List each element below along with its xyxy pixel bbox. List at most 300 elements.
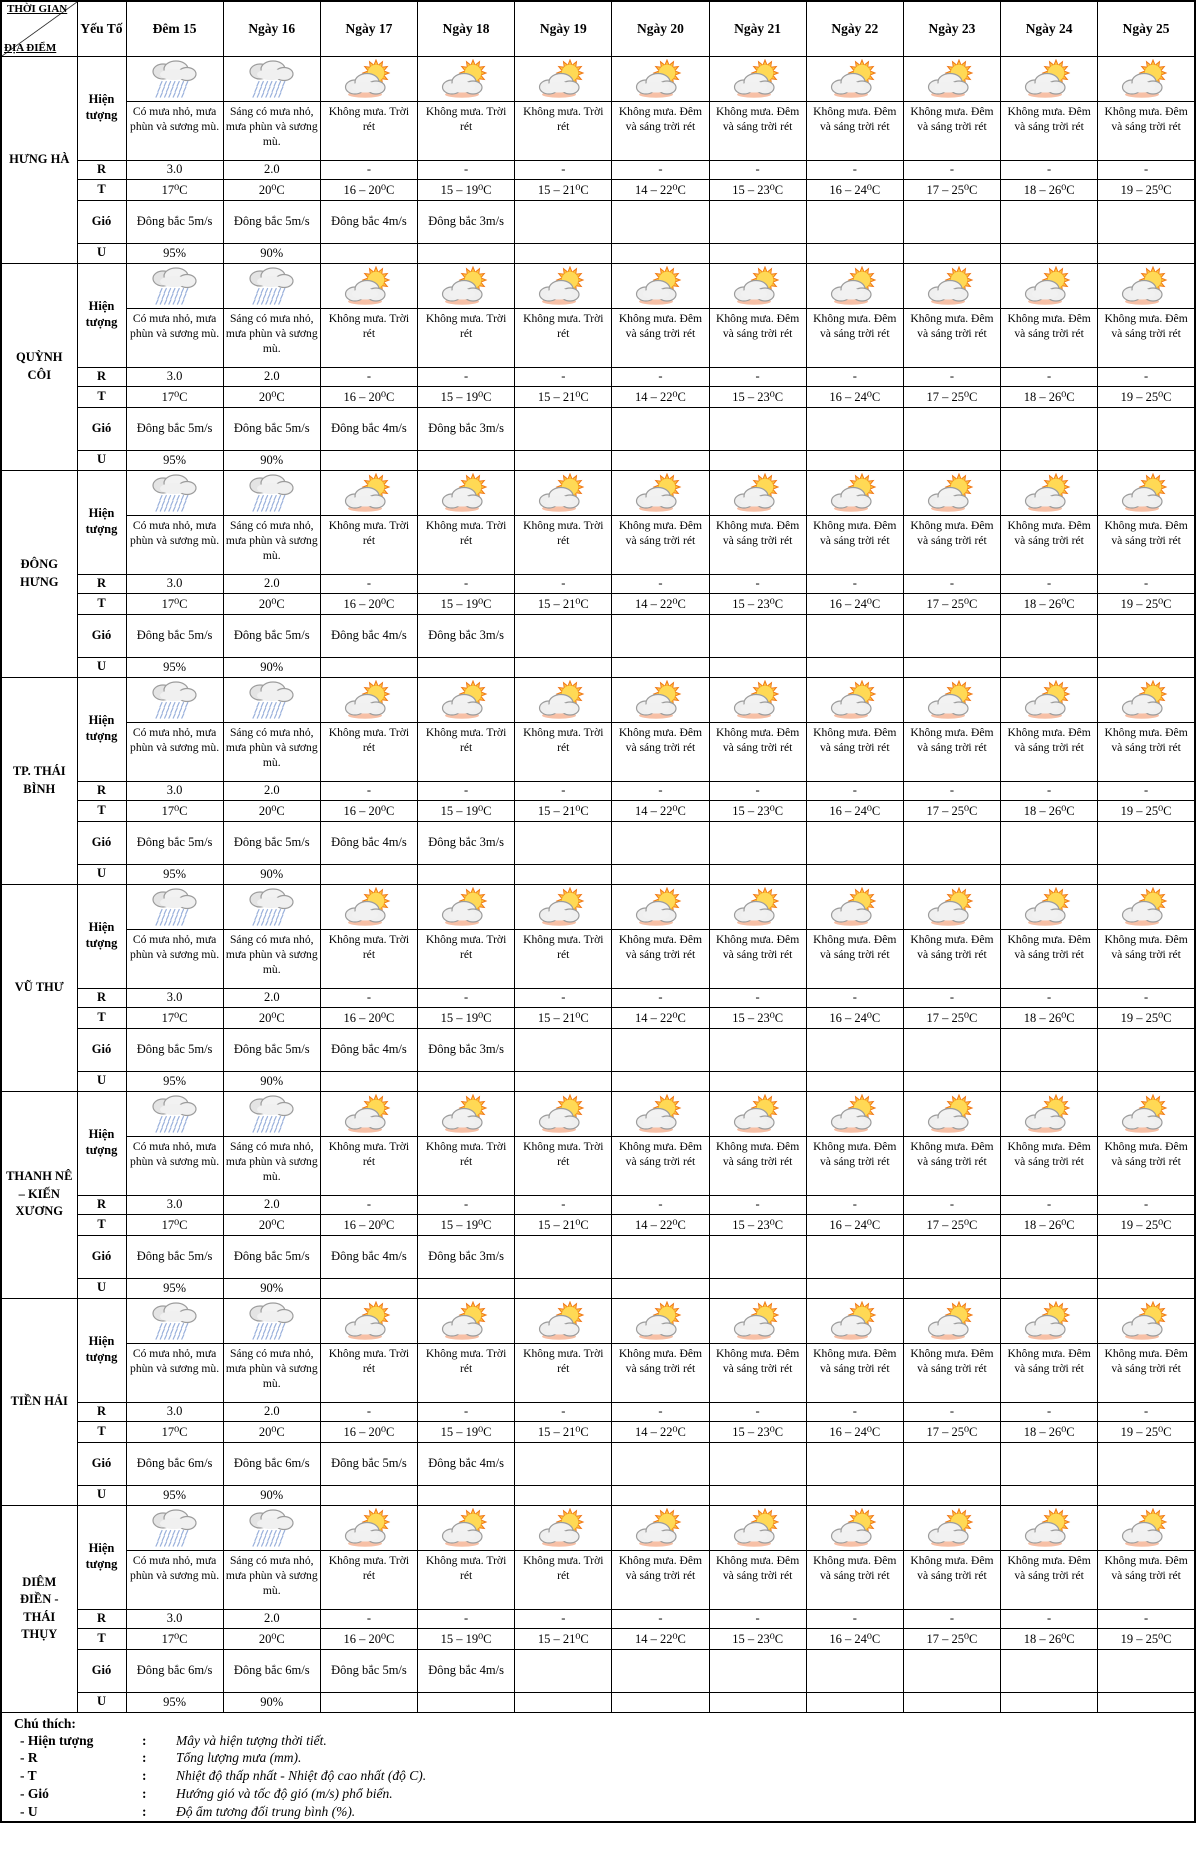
temperature-cell: 15 – 23⁰C xyxy=(709,800,806,821)
wind-cell xyxy=(612,821,709,864)
weather-icon-cell xyxy=(612,470,709,515)
rain-amount-cell: - xyxy=(1098,988,1195,1007)
weather-icon-cell xyxy=(223,56,320,101)
temperature-cell: 20⁰C xyxy=(223,1214,320,1235)
row-label-humidity: U xyxy=(77,243,126,263)
rain-cloud-icon xyxy=(149,266,201,307)
temperature-cell: 14 – 22⁰C xyxy=(612,1421,709,1442)
temperature-cell: 18 – 26⁰C xyxy=(1001,179,1098,200)
temperature-cell: 16 – 24⁰C xyxy=(806,1007,903,1028)
phenomenon-text: Sáng có mưa nhỏ, mưa phùn và sương mù. xyxy=(223,308,320,367)
row-label-wind: Gió xyxy=(77,821,126,864)
wind-cell: Đông bắc 5m/s xyxy=(126,200,223,243)
rain-amount-cell: - xyxy=(418,1609,515,1628)
humidity-cell xyxy=(320,1692,417,1712)
temperature-cell: 15 – 19⁰C xyxy=(418,179,515,200)
rain-amount-cell: - xyxy=(320,1609,417,1628)
legend-title: Chú thích: xyxy=(14,1715,76,1731)
humidity-cell xyxy=(903,1692,1000,1712)
phenomenon-text: Có mưa nhỏ, mưa phùn và sương mù. xyxy=(126,722,223,781)
wind-cell xyxy=(903,1649,1000,1692)
temperature-cell: 17⁰C xyxy=(126,386,223,407)
rain-amount-cell: - xyxy=(1001,1402,1098,1421)
row-label-wind: Gió xyxy=(77,614,126,657)
temperature-cell: 14 – 22⁰C xyxy=(612,800,709,821)
temperature-cell: 14 – 22⁰C xyxy=(612,1628,709,1649)
day-header: Ngày 22 xyxy=(806,1,903,56)
weather-icon-cell xyxy=(320,56,417,101)
humidity-cell xyxy=(612,243,709,263)
legend-item-colon: : xyxy=(142,1732,147,1748)
day-header: Đêm 15 xyxy=(126,1,223,56)
temperature-cell: 15 – 19⁰C xyxy=(418,800,515,821)
sun-behind-cloud-icon xyxy=(537,59,589,99)
sun-behind-cloud-icon xyxy=(829,1508,881,1548)
wind-cell xyxy=(1001,614,1098,657)
row-label-humidity: U xyxy=(77,1071,126,1091)
humidity-cell xyxy=(709,1692,806,1712)
rain-amount-cell: - xyxy=(418,160,515,179)
temperature-cell: 15 – 23⁰C xyxy=(709,1214,806,1235)
humidity-cell xyxy=(903,1278,1000,1298)
weather-icon-cell xyxy=(320,884,417,929)
rain-amount-cell: - xyxy=(320,781,417,800)
wind-cell xyxy=(1001,200,1098,243)
temperature-cell: 17 – 25⁰C xyxy=(903,1628,1000,1649)
rain-amount-cell: - xyxy=(806,1195,903,1214)
humidity-cell: 95% xyxy=(126,657,223,677)
phenomenon-text: Không mưa. Trời rét xyxy=(320,1343,417,1402)
temperature-cell: 14 – 22⁰C xyxy=(612,593,709,614)
wind-cell xyxy=(806,407,903,450)
rain-amount-cell: - xyxy=(612,1195,709,1214)
rain-amount-cell: - xyxy=(1001,1195,1098,1214)
humidity-cell xyxy=(515,1692,612,1712)
weather-icon-cell xyxy=(903,1505,1000,1550)
temperature-cell: 18 – 26⁰C xyxy=(1001,1007,1098,1028)
legend-item-colon: : xyxy=(142,1785,147,1801)
rain-cloud-icon xyxy=(149,59,201,100)
humidity-cell xyxy=(612,450,709,470)
phenomenon-text: Không mưa. Đêm và sáng trời rét xyxy=(903,101,1000,160)
temperature-cell: 20⁰C xyxy=(223,1007,320,1028)
sun-behind-cloud-icon xyxy=(537,473,589,513)
row-label-temperature: T xyxy=(77,1628,126,1649)
humidity-cell: 95% xyxy=(126,1485,223,1505)
weather-icon-cell xyxy=(418,56,515,101)
temperature-cell: 18 – 26⁰C xyxy=(1001,1421,1098,1442)
temperature-cell: 17⁰C xyxy=(126,800,223,821)
wind-cell xyxy=(612,407,709,450)
phenomenon-text: Không mưa. Trời rét xyxy=(418,929,515,988)
sun-behind-cloud-icon xyxy=(537,266,589,306)
weather-icon-cell xyxy=(223,1091,320,1136)
sun-behind-cloud-icon xyxy=(1023,473,1075,513)
temperature-cell: 15 – 19⁰C xyxy=(418,1007,515,1028)
wind-cell xyxy=(903,1442,1000,1485)
wind-cell: Đông bắc 5m/s xyxy=(126,1235,223,1278)
phenomenon-text: Không mưa. Đêm và sáng trời rét xyxy=(1001,1136,1098,1195)
row-label-phenomenon: Hiện tượng xyxy=(77,56,126,160)
humidity-cell xyxy=(1001,450,1098,470)
rain-amount-cell: - xyxy=(515,988,612,1007)
temperature-cell: 17 – 25⁰C xyxy=(903,1007,1000,1028)
weather-icon-cell xyxy=(418,470,515,515)
location-name: QUỲNH CÔI xyxy=(1,263,77,470)
location-name: HƯNG HÀ xyxy=(1,56,77,263)
rain-amount-cell: - xyxy=(515,574,612,593)
phenomenon-text: Có mưa nhỏ, mưa phùn và sương mù. xyxy=(126,101,223,160)
rain-cloud-icon xyxy=(246,1094,298,1135)
weather-icon-cell xyxy=(418,1505,515,1550)
row-label-phenomenon: Hiện tượng xyxy=(77,1298,126,1402)
rain-amount-cell: 3.0 xyxy=(126,367,223,386)
temperature-cell: 17 – 25⁰C xyxy=(903,1421,1000,1442)
rain-amount-cell: - xyxy=(1001,781,1098,800)
wind-cell xyxy=(1098,821,1195,864)
phenomenon-text: Có mưa nhỏ, mưa phùn và sương mù. xyxy=(126,308,223,367)
temperature-cell: 19 – 25⁰C xyxy=(1098,1214,1195,1235)
rain-amount-cell: - xyxy=(1098,1195,1195,1214)
humidity-cell: 95% xyxy=(126,243,223,263)
wind-cell xyxy=(709,1235,806,1278)
weather-icon-cell xyxy=(223,470,320,515)
weather-icon-cell xyxy=(1098,1091,1195,1136)
weather-icon-cell xyxy=(806,1505,903,1550)
day-header: Ngày 19 xyxy=(515,1,612,56)
rain-amount-cell: - xyxy=(806,1402,903,1421)
phenomenon-text: Có mưa nhỏ, mưa phùn và sương mù. xyxy=(126,1550,223,1609)
temperature-cell: 16 – 20⁰C xyxy=(320,593,417,614)
phenomenon-text: Không mưa. Đêm và sáng trời rét xyxy=(806,722,903,781)
time-axis-label: THỜI GIAN xyxy=(7,3,68,15)
sun-behind-cloud-icon xyxy=(926,59,978,99)
weather-icon-cell xyxy=(126,677,223,722)
rain-amount-cell: - xyxy=(612,1402,709,1421)
humidity-cell xyxy=(709,1485,806,1505)
weather-icon-cell xyxy=(1001,677,1098,722)
phenomenon-text: Có mưa nhỏ, mưa phùn và sương mù. xyxy=(126,1136,223,1195)
temperature-cell: 16 – 20⁰C xyxy=(320,1628,417,1649)
phenomenon-text: Không mưa. Đêm và sáng trời rét xyxy=(806,929,903,988)
temperature-cell: 15 – 21⁰C xyxy=(515,593,612,614)
rain-amount-cell: - xyxy=(418,574,515,593)
humidity-cell xyxy=(515,1071,612,1091)
rain-amount-cell: - xyxy=(709,160,806,179)
weather-icon-cell xyxy=(418,884,515,929)
wind-cell xyxy=(1098,1442,1195,1485)
humidity-cell xyxy=(1098,657,1195,677)
phenomenon-text: Không mưa. Đêm và sáng trời rét xyxy=(1098,515,1195,574)
weather-icon-cell xyxy=(709,263,806,308)
humidity-cell: 95% xyxy=(126,864,223,884)
wind-cell xyxy=(806,821,903,864)
sun-behind-cloud-icon xyxy=(1023,266,1075,306)
temperature-cell: 19 – 25⁰C xyxy=(1098,800,1195,821)
legend-item xyxy=(14,1767,1194,1785)
rain-cloud-icon xyxy=(149,473,201,514)
humidity-cell xyxy=(418,243,515,263)
humidity-cell: 90% xyxy=(223,864,320,884)
sun-behind-cloud-icon xyxy=(732,1094,784,1134)
phenomenon-text: Sáng có mưa nhỏ, mưa phùn và sương mù. xyxy=(223,101,320,160)
wind-cell: Đông bắc 3m/s xyxy=(418,1235,515,1278)
wind-cell xyxy=(612,1649,709,1692)
phenomenon-text: Không mưa. Đêm và sáng trời rét xyxy=(1001,722,1098,781)
rain-amount-cell: - xyxy=(1001,1609,1098,1628)
wind-cell: Đông bắc 4m/s xyxy=(320,1235,417,1278)
wind-cell: Đông bắc 3m/s xyxy=(418,1028,515,1071)
phenomenon-text: Không mưa. Đêm và sáng trời rét xyxy=(1001,929,1098,988)
phenomenon-text: Không mưa. Trời rét xyxy=(320,929,417,988)
sun-behind-cloud-icon xyxy=(829,473,881,513)
humidity-cell xyxy=(320,1278,417,1298)
humidity-cell xyxy=(418,1692,515,1712)
rain-cloud-icon xyxy=(246,1508,298,1549)
rain-amount-cell: - xyxy=(903,574,1000,593)
sun-behind-cloud-icon xyxy=(537,1301,589,1341)
humidity-cell: 95% xyxy=(126,1278,223,1298)
temperature-cell: 15 – 21⁰C xyxy=(515,1007,612,1028)
sun-behind-cloud-icon xyxy=(1120,473,1172,513)
phenomenon-text: Không mưa. Đêm và sáng trời rét xyxy=(612,1343,709,1402)
weather-icon-cell xyxy=(126,884,223,929)
wind-cell xyxy=(903,200,1000,243)
factor-column-header: Yếu Tố xyxy=(77,1,126,56)
weather-icon-cell xyxy=(320,1091,417,1136)
day-header: Ngày 24 xyxy=(1001,1,1098,56)
rain-amount-cell: - xyxy=(1098,781,1195,800)
weather-icon-cell xyxy=(709,56,806,101)
sun-behind-cloud-icon xyxy=(926,473,978,513)
wind-cell xyxy=(1001,1028,1098,1071)
wind-cell xyxy=(1001,1649,1098,1692)
phenomenon-text: Không mưa. Trời rét xyxy=(515,515,612,574)
row-label-wind: Gió xyxy=(77,407,126,450)
phenomenon-text: Không mưa. Đêm và sáng trời rét xyxy=(903,1136,1000,1195)
humidity-cell xyxy=(1001,1278,1098,1298)
sun-behind-cloud-icon xyxy=(343,266,395,306)
wind-cell xyxy=(1001,407,1098,450)
weather-icon-cell xyxy=(515,1298,612,1343)
phenomenon-text: Không mưa. Đêm và sáng trời rét xyxy=(1098,1343,1195,1402)
temperature-cell: 20⁰C xyxy=(223,386,320,407)
weather-icon-cell xyxy=(1098,470,1195,515)
sun-behind-cloud-icon xyxy=(732,680,784,720)
temperature-cell: 16 – 20⁰C xyxy=(320,1214,417,1235)
wind-cell xyxy=(515,1649,612,1692)
sun-behind-cloud-icon xyxy=(926,1508,978,1548)
rain-amount-cell: - xyxy=(1098,574,1195,593)
humidity-cell xyxy=(806,243,903,263)
temperature-cell: 15 – 21⁰C xyxy=(515,1214,612,1235)
weather-icon-cell xyxy=(1001,1505,1098,1550)
location-name: THANH NÊ – KIẾN XƯƠNG xyxy=(1,1091,77,1298)
humidity-cell xyxy=(903,864,1000,884)
rain-cloud-icon xyxy=(246,1301,298,1342)
phenomenon-text: Không mưa. Trời rét xyxy=(320,101,417,160)
sun-behind-cloud-icon xyxy=(634,1508,686,1548)
rain-amount-cell: - xyxy=(515,1195,612,1214)
weather-icon-cell xyxy=(515,263,612,308)
humidity-cell xyxy=(806,1278,903,1298)
rain-amount-cell: - xyxy=(320,988,417,1007)
humidity-cell: 95% xyxy=(126,450,223,470)
rain-amount-cell: - xyxy=(612,574,709,593)
sun-behind-cloud-icon xyxy=(343,473,395,513)
temperature-cell: 17 – 25⁰C xyxy=(903,386,1000,407)
rain-amount-cell: - xyxy=(806,988,903,1007)
sun-behind-cloud-icon xyxy=(926,1301,978,1341)
temperature-cell: 15 – 21⁰C xyxy=(515,800,612,821)
phenomenon-text: Không mưa. Đêm và sáng trời rét xyxy=(709,722,806,781)
phenomenon-text: Không mưa. Đêm và sáng trời rét xyxy=(612,1136,709,1195)
weather-icon-cell xyxy=(709,1298,806,1343)
rain-amount-cell: - xyxy=(903,1195,1000,1214)
phenomenon-text: Không mưa. Đêm và sáng trời rét xyxy=(612,722,709,781)
rain-amount-cell: - xyxy=(515,781,612,800)
phenomenon-text: Không mưa. Trời rét xyxy=(515,101,612,160)
wind-cell: Đông bắc 5m/s xyxy=(126,614,223,657)
weather-icon-cell xyxy=(612,884,709,929)
sun-behind-cloud-icon xyxy=(634,1301,686,1341)
weather-icon-cell xyxy=(1098,1298,1195,1343)
humidity-cell xyxy=(1001,243,1098,263)
row-label-phenomenon: Hiện tượng xyxy=(77,263,126,367)
row-label-rain: R xyxy=(77,988,126,1007)
rain-amount-cell: 2.0 xyxy=(223,1609,320,1628)
wind-cell xyxy=(903,1028,1000,1071)
phenomenon-text: Sáng có mưa nhỏ, mưa phùn và sương mù. xyxy=(223,1343,320,1402)
sun-behind-cloud-icon xyxy=(732,1508,784,1548)
legend-item-description: Tổng lượng mưa (mm). xyxy=(176,1750,302,1766)
temperature-cell: 17⁰C xyxy=(126,1007,223,1028)
legend-item xyxy=(14,1732,1194,1750)
phenomenon-text: Không mưa. Trời rét xyxy=(418,515,515,574)
temperature-cell: 19 – 25⁰C xyxy=(1098,1421,1195,1442)
rain-amount-cell: - xyxy=(1001,160,1098,179)
sun-behind-cloud-icon xyxy=(634,887,686,927)
humidity-cell xyxy=(418,1485,515,1505)
wind-cell xyxy=(612,200,709,243)
humidity-cell xyxy=(418,450,515,470)
sun-behind-cloud-icon xyxy=(634,1094,686,1134)
weather-icon-cell xyxy=(126,1298,223,1343)
humidity-cell: 90% xyxy=(223,450,320,470)
weather-icon-cell xyxy=(515,1505,612,1550)
humidity-cell xyxy=(1001,1692,1098,1712)
day-header: Ngày 20 xyxy=(612,1,709,56)
weather-icon-cell xyxy=(1098,1505,1195,1550)
phenomenon-text: Không mưa. Trời rét xyxy=(418,1550,515,1609)
phenomenon-text: Có mưa nhỏ, mưa phùn và sương mù. xyxy=(126,929,223,988)
rain-amount-cell: - xyxy=(709,574,806,593)
sun-behind-cloud-icon xyxy=(829,680,881,720)
rain-amount-cell: - xyxy=(903,1609,1000,1628)
temperature-cell: 17⁰C xyxy=(126,1421,223,1442)
rain-amount-cell: - xyxy=(320,367,417,386)
wind-cell: Đông bắc 3m/s xyxy=(418,821,515,864)
sun-behind-cloud-icon xyxy=(1120,1301,1172,1341)
phenomenon-text: Không mưa. Trời rét xyxy=(320,515,417,574)
sun-behind-cloud-icon xyxy=(634,59,686,99)
rain-amount-cell: - xyxy=(515,160,612,179)
weather-icon-cell xyxy=(418,1298,515,1343)
wind-cell xyxy=(515,1235,612,1278)
wind-cell: Đông bắc 5m/s xyxy=(223,614,320,657)
wind-cell xyxy=(903,407,1000,450)
phenomenon-text: Không mưa. Đêm và sáng trời rét xyxy=(903,515,1000,574)
temperature-cell: 15 – 19⁰C xyxy=(418,1421,515,1442)
phenomenon-text: Không mưa. Đêm và sáng trời rét xyxy=(709,515,806,574)
weather-icon-cell xyxy=(320,1298,417,1343)
humidity-cell xyxy=(320,1485,417,1505)
sun-behind-cloud-icon xyxy=(343,1094,395,1134)
wind-cell xyxy=(709,1442,806,1485)
temperature-cell: 14 – 22⁰C xyxy=(612,386,709,407)
wind-cell xyxy=(806,200,903,243)
weather-icon-cell xyxy=(806,884,903,929)
temperature-cell: 20⁰C xyxy=(223,179,320,200)
phenomenon-text: Không mưa. Trời rét xyxy=(515,1550,612,1609)
temperature-cell: 17 – 25⁰C xyxy=(903,1214,1000,1235)
humidity-cell xyxy=(903,450,1000,470)
humidity-cell xyxy=(320,450,417,470)
weather-icon-cell xyxy=(806,1298,903,1343)
phenomenon-text: Không mưa. Đêm và sáng trời rét xyxy=(1001,1550,1098,1609)
rain-amount-cell: 2.0 xyxy=(223,1402,320,1421)
rain-amount-cell: - xyxy=(612,988,709,1007)
phenomenon-text: Không mưa. Đêm và sáng trời rét xyxy=(1098,1550,1195,1609)
phenomenon-text: Không mưa. Đêm và sáng trời rét xyxy=(806,515,903,574)
temperature-cell: 16 – 24⁰C xyxy=(806,800,903,821)
phenomenon-text: Không mưa. Đêm và sáng trời rét xyxy=(1001,515,1098,574)
rain-cloud-icon xyxy=(149,1094,201,1135)
temperature-cell: 18 – 26⁰C xyxy=(1001,593,1098,614)
wind-cell: Đông bắc 5m/s xyxy=(126,821,223,864)
humidity-cell xyxy=(515,1485,612,1505)
weather-icon-cell xyxy=(903,470,1000,515)
humidity-cell xyxy=(709,1278,806,1298)
rain-amount-cell: - xyxy=(1098,1609,1195,1628)
rain-amount-cell: - xyxy=(709,367,806,386)
humidity-cell xyxy=(612,1485,709,1505)
phenomenon-text: Không mưa. Đêm và sáng trời rét xyxy=(903,722,1000,781)
weather-icon-cell xyxy=(709,1091,806,1136)
weather-icon-cell xyxy=(806,263,903,308)
sun-behind-cloud-icon xyxy=(634,473,686,513)
phenomenon-text: Không mưa. Đêm và sáng trời rét xyxy=(903,1343,1000,1402)
legend-item xyxy=(14,1785,1194,1803)
row-label-phenomenon: Hiện tượng xyxy=(77,1505,126,1609)
humidity-cell xyxy=(515,450,612,470)
weather-icon-cell xyxy=(903,884,1000,929)
wind-cell xyxy=(1098,614,1195,657)
wind-cell: Đông bắc 5m/s xyxy=(223,821,320,864)
temperature-cell: 19 – 25⁰C xyxy=(1098,1007,1195,1028)
wind-cell: Đông bắc 4m/s xyxy=(418,1649,515,1692)
legend-item-description: Mây và hiện tượng thời tiết. xyxy=(176,1732,327,1748)
phenomenon-text: Không mưa. Trời rét xyxy=(418,722,515,781)
phenomenon-text: Không mưa. Đêm và sáng trời rét xyxy=(709,1136,806,1195)
rain-amount-cell: 3.0 xyxy=(126,1402,223,1421)
sun-behind-cloud-icon xyxy=(537,680,589,720)
weather-icon-cell xyxy=(709,884,806,929)
weather-icon-cell xyxy=(418,1091,515,1136)
wind-cell xyxy=(709,1028,806,1071)
rain-amount-cell: - xyxy=(903,988,1000,1007)
temperature-cell: 15 – 19⁰C xyxy=(418,1214,515,1235)
